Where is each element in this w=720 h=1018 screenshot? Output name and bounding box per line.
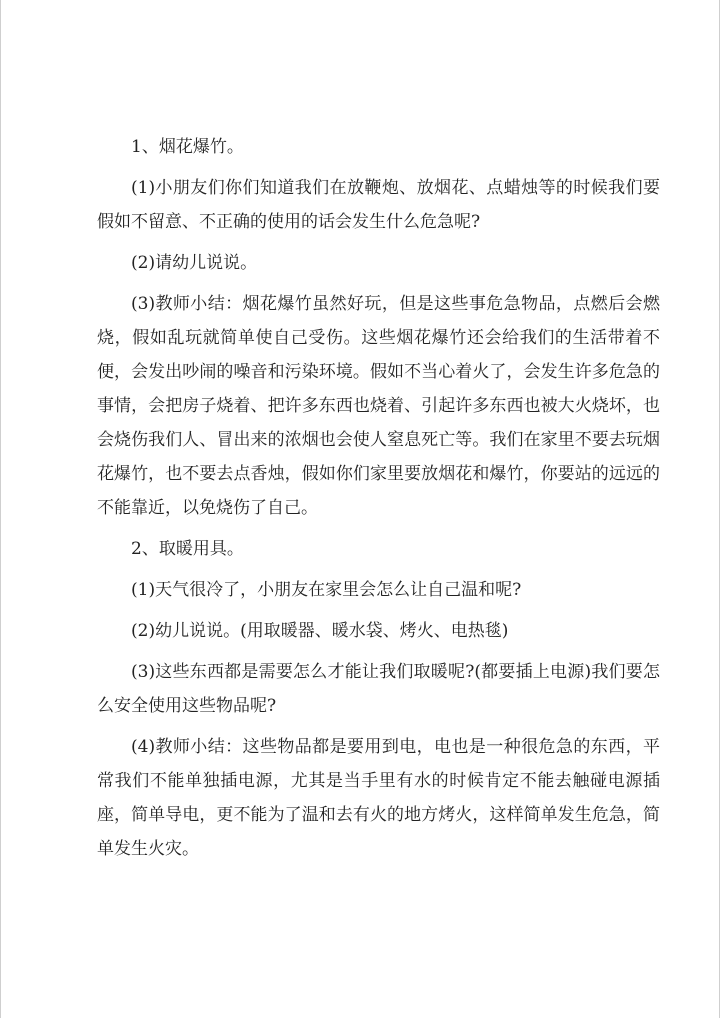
paragraph-fireworks-summary: (3)教师小结：烟花爆竹虽然好玩，但是这些事危急物品，点燃后会燃烧，假如乱玩就简单使自己受伤。这些烟花爆竹还会给我们的生活带着不便，会发出吵闹的噪音和污染环境。假如不当心着火了，会发生许多危急的事情，会把房子烧着、把许多东西也烧着、引起许多东西也被大火烧坏，也会烧伤我们人、冒出来的浓烟也会使人窒息死亡等。我们在家里不要去玩烟花爆竹，也不要去点香烛，假如你们家里要放烟花和爆竹，你要站的远远的不能靠近，以免烧伤了自己。 [97,294,660,518]
heading-fireworks: 1、烟花爆竹。 [131,137,244,157]
paragraph-heating-discuss: (2)幼儿说说。(用取暖器、暖水袋、烤火、电热毯) [131,621,509,641]
heading-heating: 2、取暖用具。 [131,539,244,559]
document-body [97,130,660,873]
paragraph-fireworks-discuss: (2)请幼儿说说。 [131,253,258,273]
paragraph-heating-summary: (4)教师小结：这些物品都是要用到电，电也是一种很危急的东西，平常我们不能单独插电源，尤其是当手里有水的时候肯定不能去触碰电源插座，简单导电，更不能为了温和去有火的地方烤火，这样简单发生危急，简单发生火灾。 [97,737,660,859]
paragraph-heating-question: (1)天气很冷了，小朋友在家里会怎么让自己温和呢? [131,580,522,600]
paragraph-fireworks-question: (1)小朋友们你们知道我们在放鞭炮、放烟花、点蜡烛等的时候我们要假如不留意、不正确的使用的话会发生什么危急呢? [97,178,660,232]
paragraph-heating-safety: (3)这些东西都是需要怎么才能让我们取暖呢?(都要插上电源)我们要怎么安全使用这些物品呢? [97,662,660,716]
